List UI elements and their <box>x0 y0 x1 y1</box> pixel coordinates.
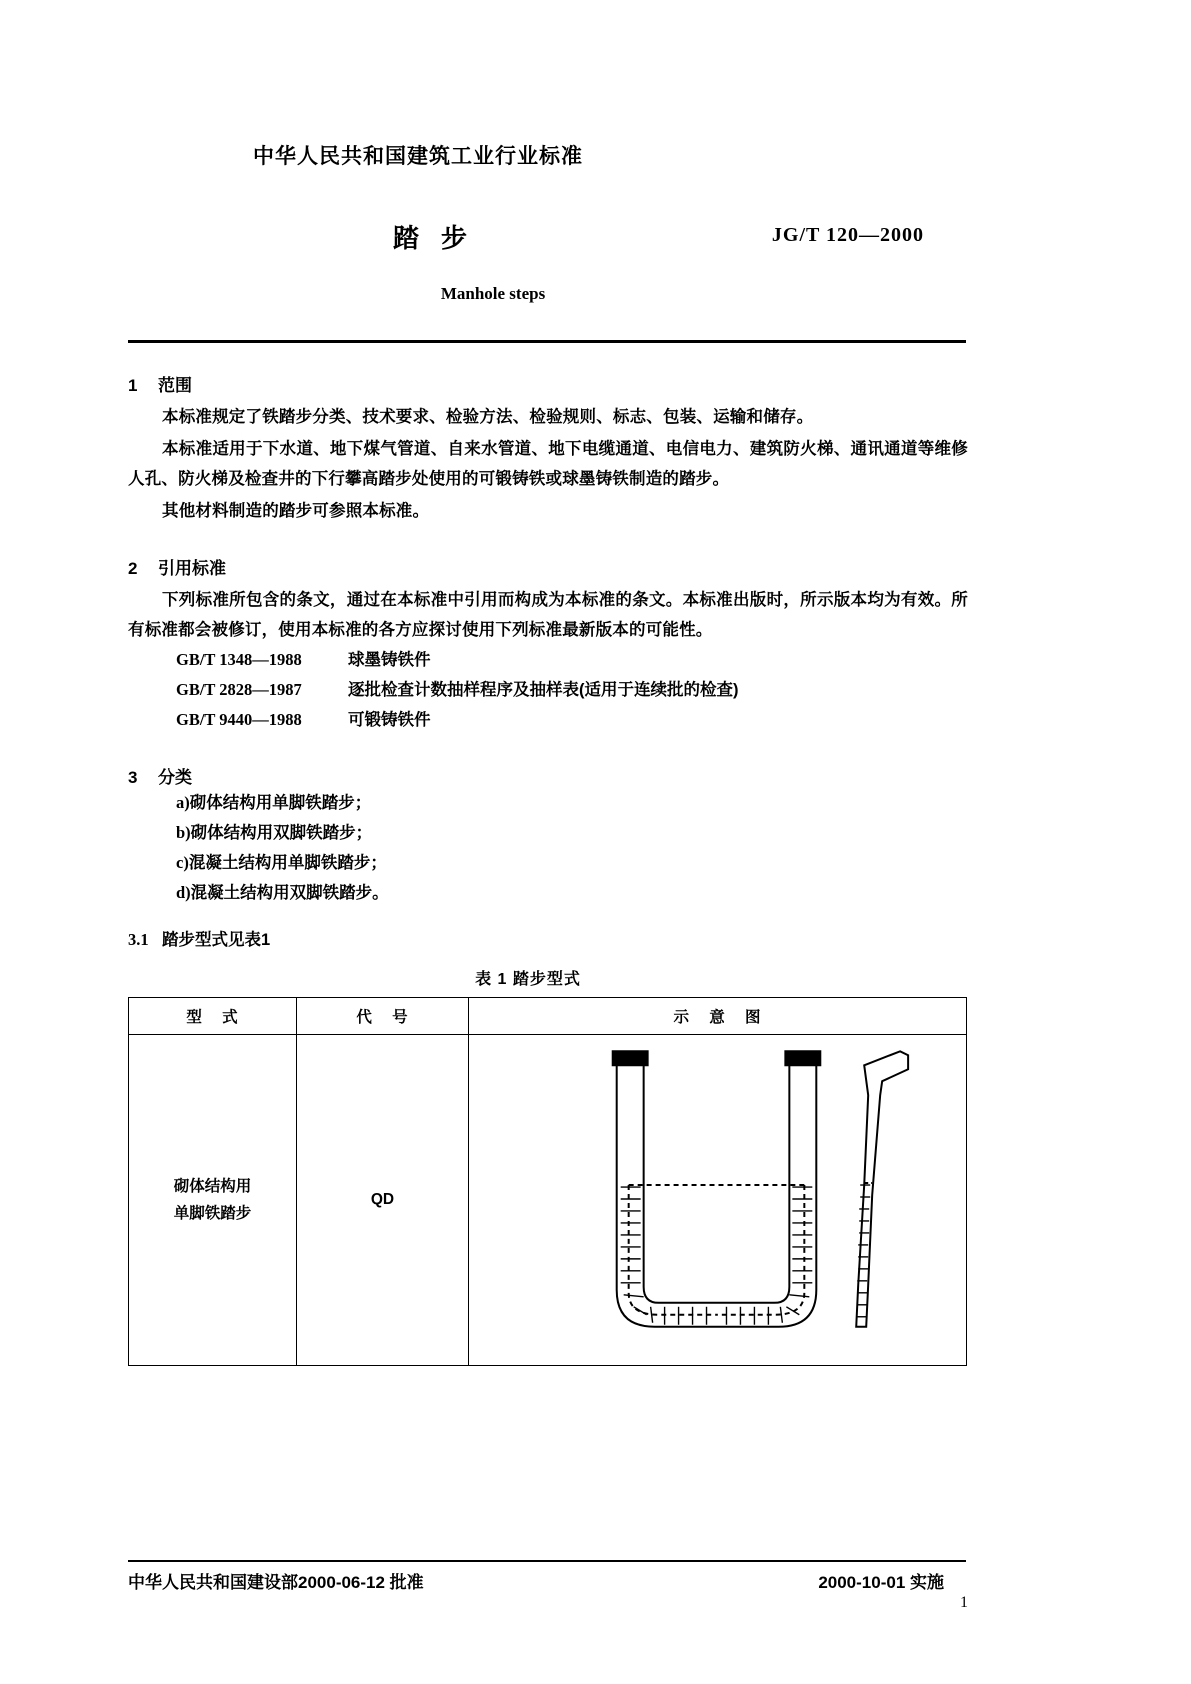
list-item-text: 混凝土结构用双脚铁踏步。 <box>190 884 389 902</box>
manhole-step-diagram-icon <box>469 1035 966 1365</box>
page-footer <box>128 1560 968 1611</box>
column-header-code: 代 号 <box>297 998 469 1035</box>
list-item-label: b) <box>176 823 191 842</box>
list-item <box>176 788 968 818</box>
section-1-title: 范围 <box>158 376 192 395</box>
reference-name: 球墨铸铁件 <box>348 651 431 669</box>
section-2-number: 2 <box>128 559 138 578</box>
section-3-1-text: 踏步型式见表1 <box>162 931 271 949</box>
section-3-1-number: 3.1 <box>128 930 149 949</box>
section-3-title: 分类 <box>158 768 192 787</box>
cell-code: QD <box>297 1035 469 1366</box>
section-3-1-heading <box>128 926 968 950</box>
reference-item <box>176 645 968 675</box>
page-number: 1 <box>960 1594 968 1611</box>
list-item <box>176 878 968 908</box>
section-2-paragraph-1: 下列标准所包含的条文，通过在本标准中引用而构成为本标准的条文。本标准出版时，所示版本均为有效。所有标准都会被修订，使用本标准的各方应探讨使用下列标准最新版本的可能性。 <box>128 591 968 639</box>
header-divider <box>128 340 966 343</box>
section-1-paragraph-2: 本标准适用于下水道、地下煤气管道、自来水管道、地下电缆通道、电信电力、建筑防火梯、通讯通道等维修人孔、防火梯及检查井的下行攀高踏步处使用的可锻铸铁或球墨铸铁制造的踏步。 <box>128 440 968 488</box>
list-item-text: 混凝土结构用单脚铁踏步； <box>188 854 387 872</box>
table-caption: 表 1 踏步型式 <box>475 971 581 988</box>
section-1-heading <box>128 371 968 396</box>
reference-name: 可锻铸铁件 <box>348 711 431 729</box>
list-item-text: 砌体结构用单脚铁踏步； <box>189 794 372 812</box>
cell-diagram <box>469 1035 967 1366</box>
footer-effective-text: 2000-10-01 实施 <box>818 1573 944 1592</box>
footer-approval-text: 中华人民共和国建设部2000-06-12 批准 <box>128 1573 424 1592</box>
section-1-number: 1 <box>128 376 138 395</box>
page-content <box>128 0 968 1366</box>
step-types-table <box>128 997 967 1366</box>
list-item-label: c) <box>176 853 189 872</box>
cell-type-line-1: 砌体结构用 <box>173 1178 252 1195</box>
page-title: 踏步 <box>393 223 490 253</box>
section-1-paragraph-1: 本标准规定了铁踏步分类、技术要求、检验方法、检验规则、标志、包装、运输和储存。 <box>162 408 814 426</box>
standard-body-title: 中华人民共和国建筑工业行业标准 <box>253 145 583 168</box>
section-1-paragraph-3: 其他材料制造的踏步可参照本标准。 <box>162 502 430 520</box>
list-item-label: d) <box>176 883 191 902</box>
column-header-type: 型 式 <box>129 998 297 1035</box>
standard-code: JG/T 120—2000 <box>771 224 924 246</box>
reference-name: 逐批检查计数抽样程序及抽样表(适用于连续批的检查) <box>348 681 739 699</box>
reference-code: GB/T 1348—1988 <box>176 650 302 669</box>
table-header-row <box>129 998 967 1035</box>
column-header-diagram: 示 意 图 <box>469 998 967 1035</box>
reference-item <box>176 705 968 735</box>
section-2-heading <box>128 554 968 579</box>
reference-code: GB/T 2828—1987 <box>176 680 302 699</box>
cell-type <box>129 1035 297 1366</box>
list-item <box>176 818 968 848</box>
table-row <box>129 1035 967 1366</box>
english-subtitle: Manhole steps <box>440 284 546 303</box>
list-item-label: a) <box>176 793 190 812</box>
section-2-title: 引用标准 <box>158 559 226 578</box>
footer-row <box>128 1568 968 1594</box>
section-3-heading <box>128 763 968 788</box>
reference-item <box>176 675 968 705</box>
section-3-number: 3 <box>128 768 138 787</box>
reference-code: GB/T 9440—1988 <box>176 710 302 729</box>
list-item <box>176 848 968 878</box>
cell-type-line-2: 单脚铁踏步 <box>173 1205 252 1222</box>
title-row <box>128 218 968 258</box>
list-item-text: 砌体结构用双脚铁踏步； <box>190 824 373 842</box>
footer-divider <box>128 1560 966 1562</box>
